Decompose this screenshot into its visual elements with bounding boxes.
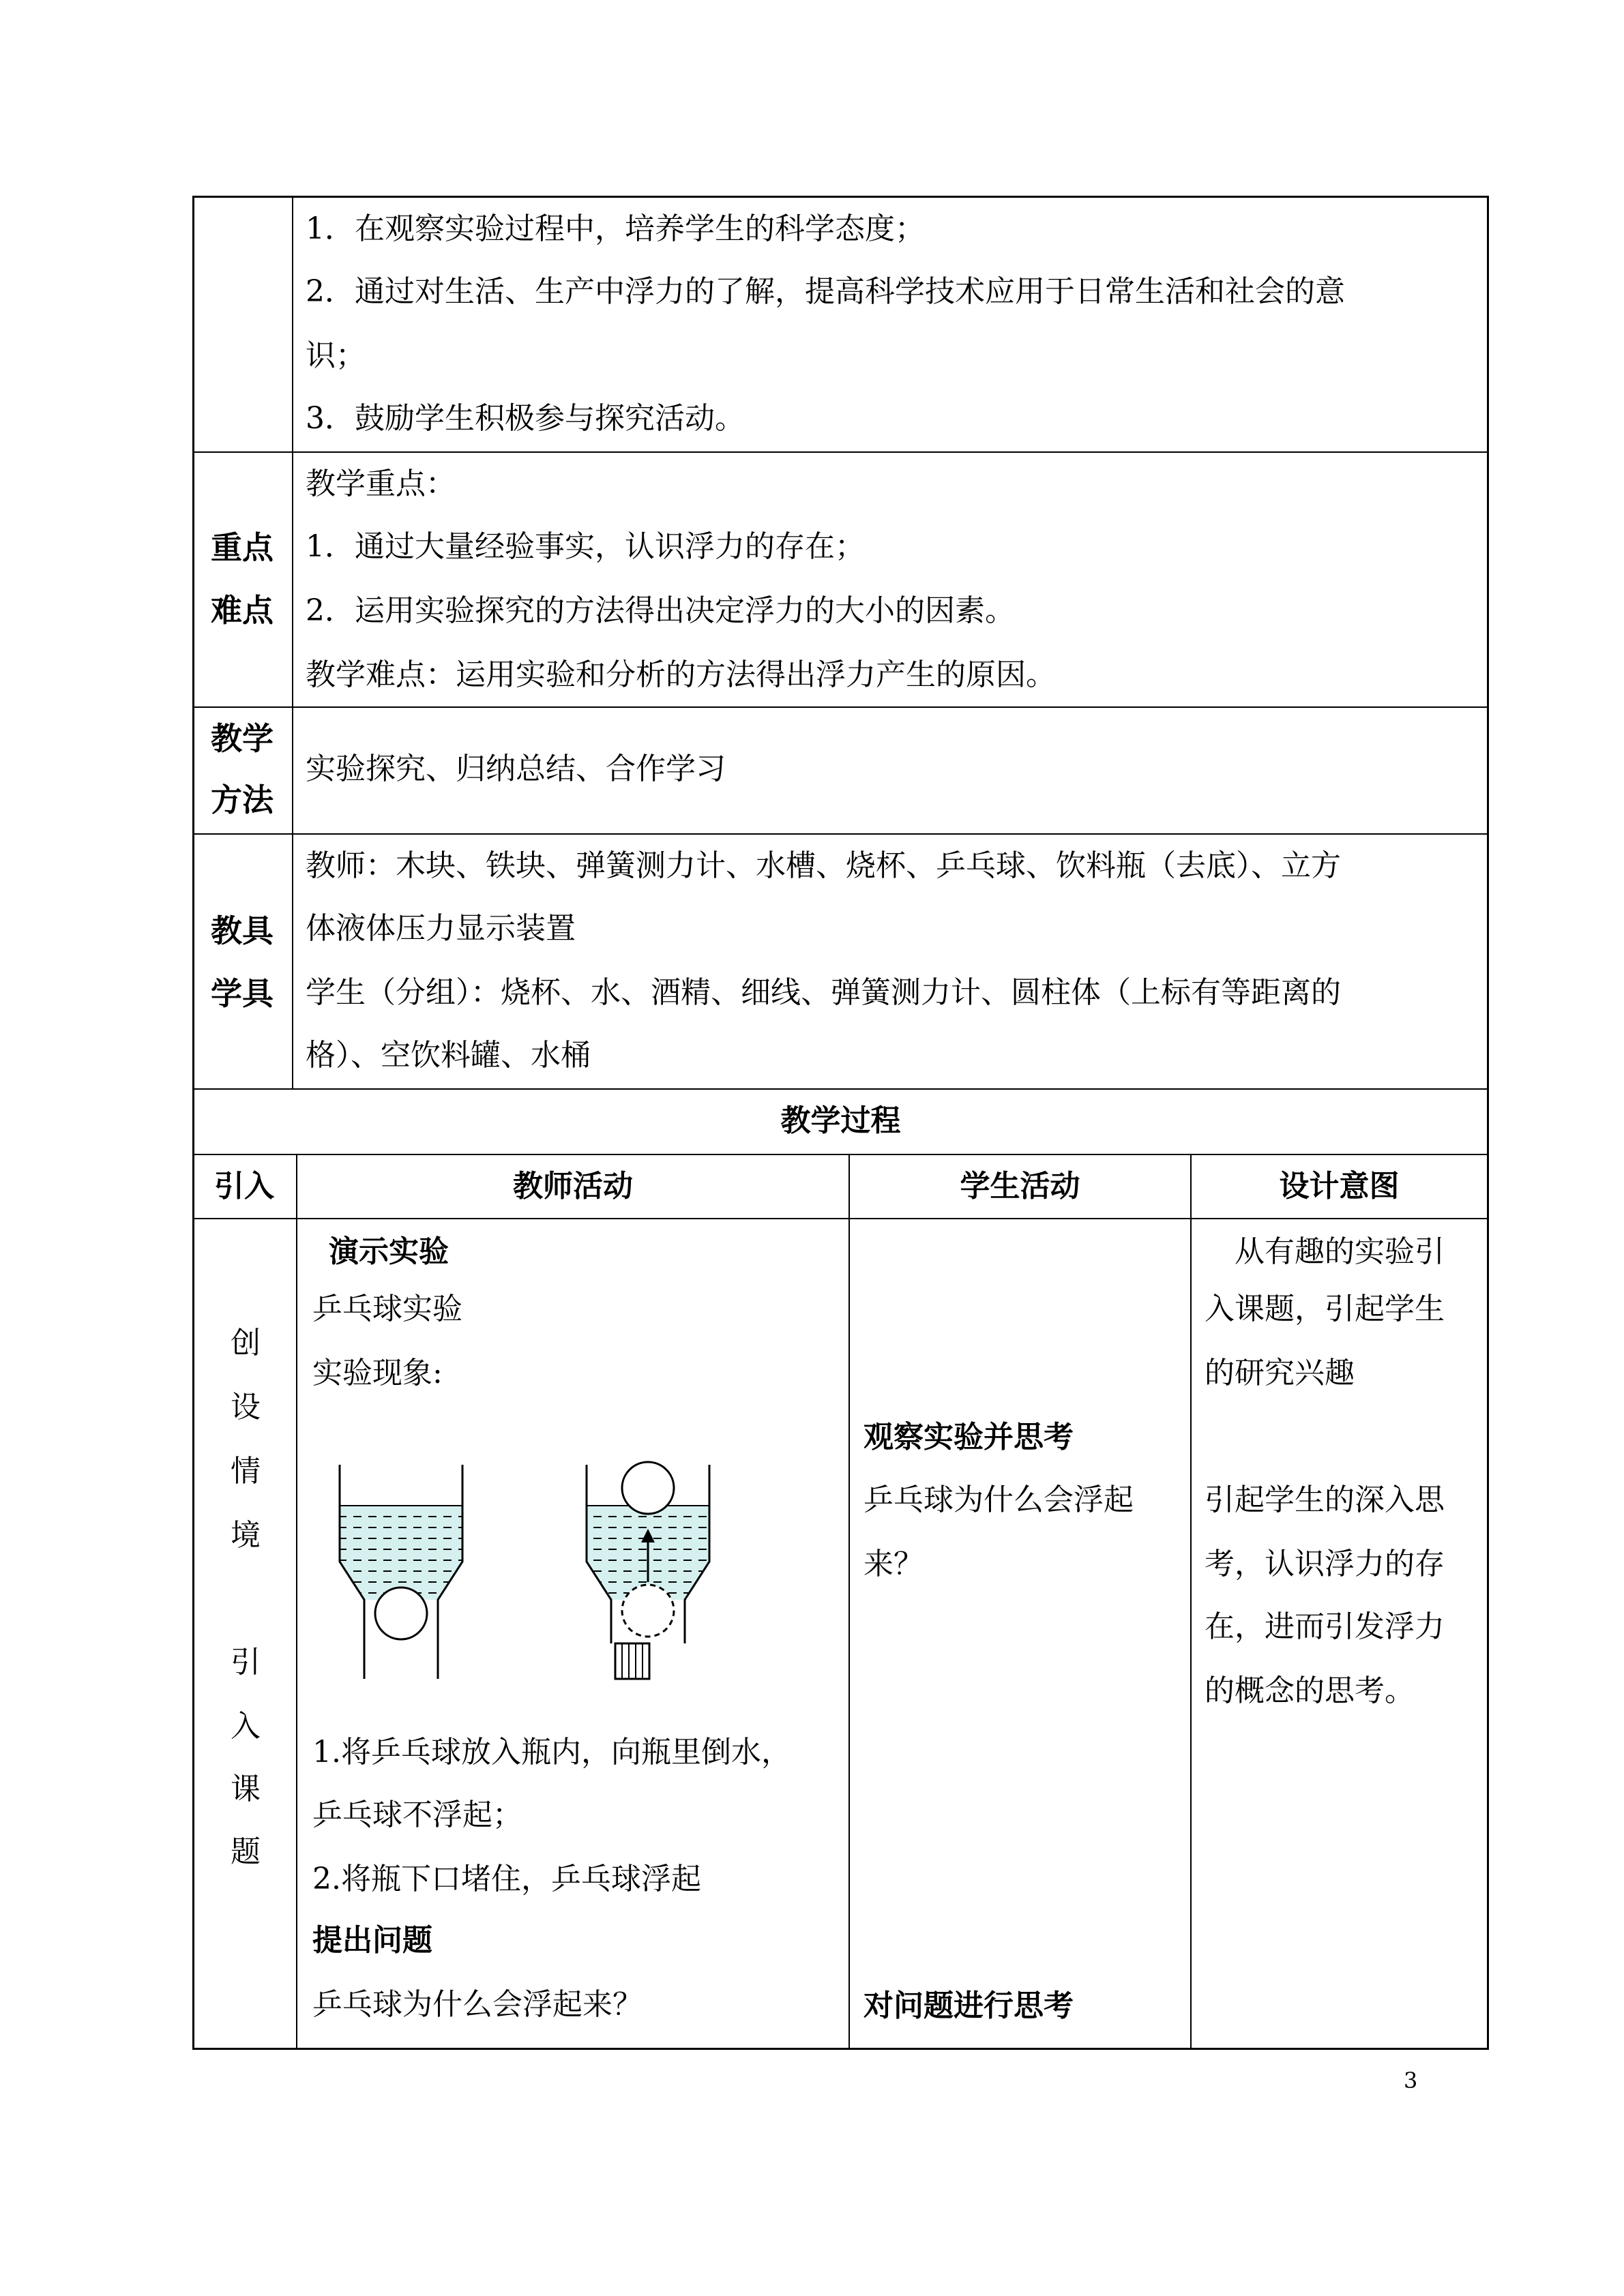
stage-char: 课 bbox=[231, 1772, 261, 1806]
stage-char: 题 bbox=[231, 1834, 261, 1869]
observe-title: 观察实验并思考 bbox=[863, 1420, 1074, 1455]
key-points-heading: 教学重点： bbox=[306, 466, 456, 501]
tools-teacher-cont: 体液体压力显示装置 bbox=[306, 911, 576, 946]
intent-2-line-4: 的概念的思考。 bbox=[1205, 1673, 1415, 1708]
method-text: 实验探究、归纳总结、合作学习 bbox=[306, 751, 726, 786]
process-title: 教学过程 bbox=[780, 1103, 901, 1138]
question-title: 提出问题 bbox=[312, 1923, 432, 1958]
process-col-divider-1 bbox=[296, 1154, 297, 2049]
intent-1: 从有趣的实验引 bbox=[1235, 1234, 1445, 1269]
goal-item-3: 3．鼓励学生积极参与探究活动。 bbox=[306, 401, 745, 436]
ping-pong-ball-floating bbox=[622, 1462, 674, 1514]
table-border-top bbox=[192, 196, 1489, 198]
teacher-question: 乒乓球为什么会浮起来？ bbox=[312, 1987, 643, 2022]
bottle-open-bottom bbox=[340, 1465, 462, 1679]
step-1: 1.将乒乓球放入瓶内，向瓶里倒水， bbox=[312, 1735, 791, 1770]
intent-2-line-2: 考，认识浮力的存 bbox=[1205, 1547, 1445, 1581]
bottle-plug bbox=[615, 1643, 649, 1679]
col-header-student: 学生活动 bbox=[960, 1169, 1080, 1204]
tools-student-cont: 格）、空饮料罐、水桶 bbox=[306, 1038, 591, 1073]
tools-label-1: 教具 bbox=[211, 912, 274, 949]
stage-char: 境 bbox=[231, 1518, 261, 1553]
key-points-label-2: 难点 bbox=[211, 592, 274, 629]
process-col-divider-3 bbox=[1190, 1154, 1192, 2049]
table-border-bottom bbox=[192, 2048, 1489, 2050]
student-question: 乒乓球为什么会浮起 bbox=[863, 1482, 1134, 1517]
goal-item-2: 2．通过对生活、生产中浮力的了解，提高科学技术应用于日常生活和社会的意 bbox=[306, 274, 1345, 309]
row-divider-2 bbox=[192, 706, 1489, 708]
key-points-label-1: 重点 bbox=[211, 529, 274, 566]
goal-item-1: 1．在观察实验过程中，培养学生的科学态度； bbox=[306, 211, 925, 246]
ping-pong-ball-start-position bbox=[622, 1585, 674, 1637]
row-divider-1 bbox=[192, 451, 1489, 453]
phenomenon-label: 实验现象: bbox=[312, 1356, 443, 1390]
page-number: 3 bbox=[1404, 2068, 1418, 2093]
student-question-cont: 来？ bbox=[863, 1547, 924, 1581]
intent-1-line-2: 入课题，引起学生 bbox=[1205, 1292, 1445, 1326]
intent-1-line-3: 的研究兴趣 bbox=[1205, 1356, 1355, 1390]
demo-title: 演示实验 bbox=[329, 1234, 449, 1269]
label-column-divider bbox=[292, 196, 293, 1089]
row-divider-5 bbox=[192, 1154, 1489, 1155]
bottle-plugged-bottom bbox=[587, 1462, 709, 1679]
ping-pong-ball bbox=[375, 1587, 427, 1639]
difficulty-point: 教学难点：运用实验和分析的方法得出浮力产生的原因。 bbox=[306, 657, 1056, 692]
col-header-intro: 引入 bbox=[214, 1169, 274, 1204]
method-label-1: 教学 bbox=[211, 720, 274, 757]
step-2: 2.将瓶下口堵住，乒乓球浮起 bbox=[312, 1862, 701, 1896]
stage-char: 情 bbox=[231, 1454, 261, 1489]
method-label-2: 方法 bbox=[211, 781, 274, 818]
ping-pong-experiment-diagram bbox=[321, 1446, 743, 1691]
key-point-1: 1．通过大量经验事实，认识浮力的存在； bbox=[306, 529, 865, 564]
step-1-cont: 乒乓球不浮起； bbox=[312, 1798, 522, 1832]
col-header-intent: 设计意图 bbox=[1279, 1169, 1400, 1204]
col-header-teacher: 教师活动 bbox=[513, 1169, 633, 1204]
intent-2: 引起学生的深入思 bbox=[1205, 1482, 1445, 1517]
student-think: 对问题进行思考 bbox=[863, 1988, 1074, 2023]
tools-teacher: 教师：木块、铁块、弹簧测力计、水槽、烧杯、乒乓球、饮料瓶（去底）、立方 bbox=[306, 848, 1341, 883]
stage-char: 设 bbox=[231, 1390, 261, 1425]
stage-char: 创 bbox=[231, 1326, 261, 1360]
process-col-divider-2 bbox=[848, 1154, 850, 2049]
demo-name: 乒乓球实验 bbox=[312, 1292, 462, 1326]
goal-item-2-cont: 识； bbox=[306, 338, 366, 373]
key-point-2: 2．运用实验探究的方法得出决定浮力的大小的因素。 bbox=[306, 593, 1015, 628]
stage-char: 入 bbox=[231, 1709, 261, 1744]
stage-char: 引 bbox=[231, 1645, 261, 1680]
row-divider-3 bbox=[192, 833, 1489, 835]
tools-label-2: 学具 bbox=[211, 975, 274, 1012]
row-divider-4 bbox=[192, 1088, 1489, 1090]
intent-2-line-3: 在，进而引发浮力 bbox=[1205, 1609, 1445, 1644]
row-divider-6 bbox=[192, 1218, 1489, 1219]
tools-student: 学生（分组）：烧杯、水、酒精、细线、弹簧测力计、圆柱体（上标有等距离的 bbox=[306, 975, 1341, 1010]
